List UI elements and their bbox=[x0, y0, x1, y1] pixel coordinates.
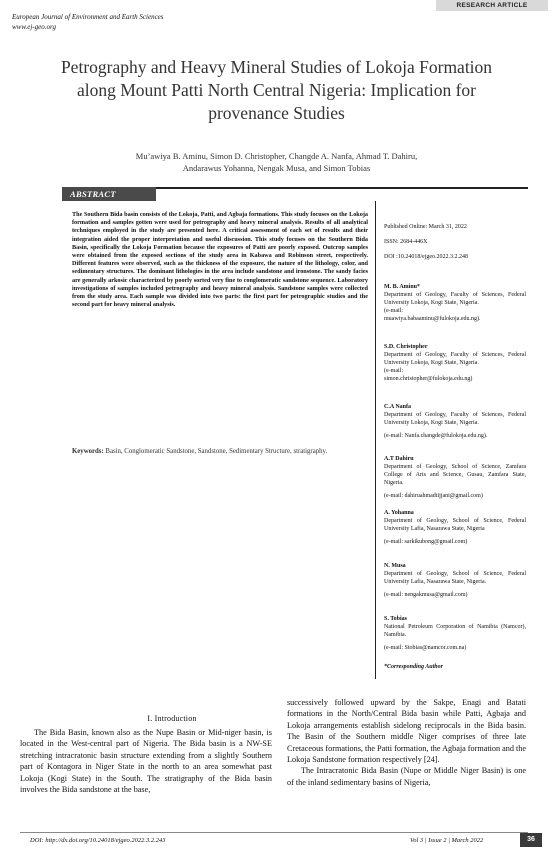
footer-rule bbox=[20, 832, 528, 833]
affiliation-email: (e-mail: Stobias@namcor.com.na) bbox=[384, 644, 467, 651]
keywords-label: Keywords: bbox=[72, 448, 104, 455]
corresponding-author-note: *Corresponding Author bbox=[384, 664, 443, 670]
affiliation-1 bbox=[384, 284, 526, 324]
affiliation-7 bbox=[384, 616, 526, 653]
intro-paragraph: successively followed upward by the Sakpe, Enagi and Batati formations in the North/Central Bida basin while Patti, Agbaja and Lokoja arrangements establish sidelong reciprocals in the Bida basin. The Basin of the Southern middle Niger comprises of three late Cretaceous formations, the Patti formation, the Agbaja formation and the Lokoja Sandstone formation respectively [24]. bbox=[287, 698, 526, 765]
affiliation-3 bbox=[384, 404, 526, 441]
affiliation-dept: Department of Geology, School of Science, Zamfara College of Arts and Science, Gusau, Zamfara State, Nigeria. bbox=[384, 463, 526, 486]
sidebar-divider bbox=[375, 201, 376, 679]
issn: ISSN: 2684-446X bbox=[384, 239, 428, 245]
keywords-text: Basin, Conglomeratic Sandstone, Sandstone, Sedimentary Structure, stratigraphy. bbox=[105, 448, 328, 455]
affiliation-email-label: (e-mail: bbox=[384, 307, 403, 314]
affiliation-dept: National Petroleum Corporation of Namibia (Namcor), Namibia. bbox=[384, 623, 526, 638]
affiliation-dept: Department of Geology, School of Science, Federal University Lafia, Nasarawa State, Nigeria. bbox=[384, 570, 526, 585]
affiliation-5 bbox=[384, 510, 526, 547]
affiliation-name: M. B. Aminu* bbox=[384, 284, 421, 290]
affiliation-email: (e-mail: dahiruahmadtijjani@gmail.com) bbox=[384, 492, 483, 499]
intro-left-column bbox=[20, 727, 272, 795]
affiliation-dept: Department of Geology, Faculty of Sciences, Federal University Lokoja, Kogi State, Nigeria. bbox=[384, 411, 526, 426]
affiliation-name: C.A Nanfa bbox=[384, 404, 412, 410]
footer-doi: DOI: http://dx.doi.org/10.24018/ejgeo.2022.3.2.243 bbox=[30, 837, 166, 844]
affiliation-dept: Department of Geology, School of Science, Federal University Lafia, Nasarawa State, Nigeria bbox=[384, 517, 526, 532]
abstract-text: The Southern Bida basin consists of the Lokoja, Patti, and Agbaja formations. This study focuses on the Lokoja formation and samples gotten were used for petrography and heavy mineral analysis. Results of all analytical techniques employed in the study are presented here. A critical assessment of each set of results and their integration aided the proper interpretation and useful discussion. This study focuses on the Southern Bida Basin, specifically the Lokoja Formation because the exposures of Patti are poorly exposed. Outcrop samples were obtained from the exposed sections of the study area in Kabawa and Robinson street, respectively. Different features were observed, such as the thickness of the exposure, the nature of the lithology, color, and sedimentary structures. The dominant lithologies in the area include sandstone and ironstone. The sandy facies are generally arkosic characterized by poorly sorted very fine to conglomeratic sandstone sequence. Laboratory investigations of samples included petrography and heavy mineral analysis. Sandstone samples were collected from the study area. Each sample was divided into two parts: the first part for petrographic studies and the second part for heavy mineral analysis. bbox=[72, 211, 368, 309]
affiliation-email: (e-mail: nengakmusa@gmail.com) bbox=[384, 591, 468, 598]
affiliation-name: S.D. Christopher bbox=[384, 344, 428, 350]
intro-paragraph: The Intracratonic Bida Basin (Nupe or Middle Niger Basin) is one of the inland sedimentary basins of Nigeria, bbox=[287, 766, 526, 787]
paper-title: Petrography and Heavy Mineral Studies of Lokoja Formation along Mount Patti North Central Nigeria: Implication for provenance Studies bbox=[60, 57, 493, 123]
affiliation-6 bbox=[384, 563, 526, 600]
page-number: 36 bbox=[520, 833, 542, 847]
footer-volume: Vol 3 | Issue 2 | March 2022 bbox=[410, 837, 484, 844]
abstract-heading: ABSTRACT bbox=[70, 189, 116, 199]
author-line-1: Mu’awiya B. Aminu, Simon D. Christopher, Changde A. Nanfa, Ahmad T. Dahiru, bbox=[135, 151, 418, 161]
section-heading-introduction: I. Introduction bbox=[147, 714, 197, 723]
affiliation-name: N. Musa bbox=[384, 563, 406, 569]
affiliation-4 bbox=[384, 456, 526, 501]
article-type-badge: RESEARCH ARTICLE bbox=[436, 0, 548, 11]
affiliation-dept: Department of Geology, Faculty of Sciences, Federal University Lokoja, Kogi State, Nigeria. bbox=[384, 351, 526, 366]
intro-right-column bbox=[287, 697, 526, 788]
affiliation-email: simon.christopher@fulokoja.edu.ng) bbox=[384, 375, 473, 382]
author-line-2: Andarawus Yohanna, Nengak Musa, and Simon Tobias bbox=[182, 163, 371, 173]
affiliation-2 bbox=[384, 344, 526, 384]
journal-website: www.ej-geo.org bbox=[12, 23, 56, 31]
keywords bbox=[72, 447, 368, 456]
affiliation-email: (e-mail: Nanfa.changde@fulokoja.edu.ng). bbox=[384, 432, 488, 439]
intro-paragraph: The Bida Basin, known also as the Nupe Basin or Mid-niger basin, is located in the West-central part of Nigeria. The Bida basin is a NW-SE stretching intracratonic basin structure extending from a slightly Southern part of Kontagora in Niger State in the north to an area somewhat past Lokoja (Kogi State) in the South. The stratigraphy of the Bida basin involves the Bida sandstone at the base, bbox=[20, 728, 272, 795]
author-list bbox=[40, 150, 513, 174]
affiliation-dept: Department of Geology, Faculty of Sciences, Federal University Lokoja, Kogi State, Nigeria. bbox=[384, 291, 526, 306]
affiliation-name: S. Tobias bbox=[384, 616, 408, 622]
affiliation-email: muawiya.babaaminu@fulokoja.edu.ng). bbox=[384, 315, 481, 322]
affiliation-email-label: (e-mail: bbox=[384, 367, 403, 374]
published-online: Published Online: March 31, 2022 bbox=[384, 224, 467, 230]
journal-header bbox=[12, 12, 164, 32]
affiliation-name: A. Yohanna bbox=[384, 510, 414, 516]
abstract-heading-tab bbox=[62, 187, 156, 201]
journal-name: European Journal of Environment and Earth Sciences bbox=[12, 13, 164, 21]
affiliation-email: (e-mail: sarkikubong@gmail.com) bbox=[384, 538, 468, 545]
affiliation-name: A.T Dahiru bbox=[384, 456, 414, 462]
doi: DOI :10.24018/ejgeo.2022.3.2.248 bbox=[384, 254, 468, 260]
